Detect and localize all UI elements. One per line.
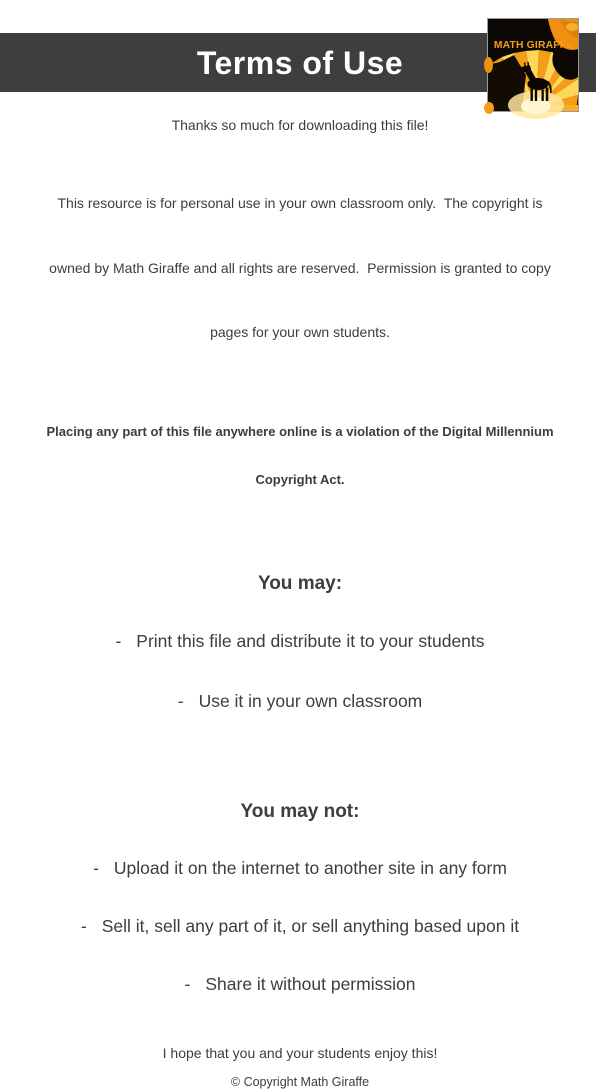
- intro-line: This resource is for personal use in your own classroom only. The copyright is: [57, 195, 543, 211]
- list-bullet: -: [115, 630, 122, 651]
- logo-wordmark: MATH GIRAFFe: [493, 40, 573, 51]
- list-bullet: -: [177, 691, 184, 711]
- list-item: [0, 915, 600, 937]
- list-bullet: -: [93, 857, 99, 878]
- list-item-text: Print this file and distribute it to your students: [136, 630, 485, 651]
- list-item: [0, 857, 600, 879]
- intro-line: owned by Math Giraffe and all rights are reserved. Permission is granted to copy: [49, 259, 551, 276]
- dmca-warning-line: Copyright Act.: [255, 471, 345, 487]
- thanks-line: Thanks so much for downloading this file!: [171, 117, 429, 133]
- page-title: Terms of Use: [196, 45, 404, 81]
- section-you-may: [0, 520, 600, 750]
- list-item: [0, 973, 600, 995]
- list-item: [0, 689, 600, 714]
- list-bullet: -: [184, 973, 191, 994]
- intro-paragraph: [0, 150, 600, 387]
- list-item-text: Sell it, sell any part of it, or sell anything based upon it: [101, 915, 520, 936]
- intro-line: pages for your own students.: [210, 324, 390, 340]
- copyright-line: © Copyright Math Giraffe: [230, 1074, 370, 1089]
- list-item-text: Share it without permission: [205, 973, 416, 994]
- section-heading-you-may-not: You may not:: [240, 800, 360, 822]
- list-bullet: -: [80, 915, 87, 936]
- list-item-text: Upload it on the internet to another site in any form: [113, 857, 507, 878]
- section-heading-you-may: You may:: [257, 572, 343, 594]
- closing-line: I hope that you and your students enjoy this!: [162, 1044, 438, 1061]
- list-item-text: Use it in your own classroom: [198, 691, 423, 711]
- document-body: [0, 91, 600, 1089]
- section-you-may-not: [0, 750, 600, 1031]
- list-item: [0, 629, 600, 654]
- dmca-warning-paragraph: [0, 392, 600, 520]
- dmca-warning-line: Placing any part of this file anywhere online is a violation of the Digital Millennium: [46, 423, 554, 439]
